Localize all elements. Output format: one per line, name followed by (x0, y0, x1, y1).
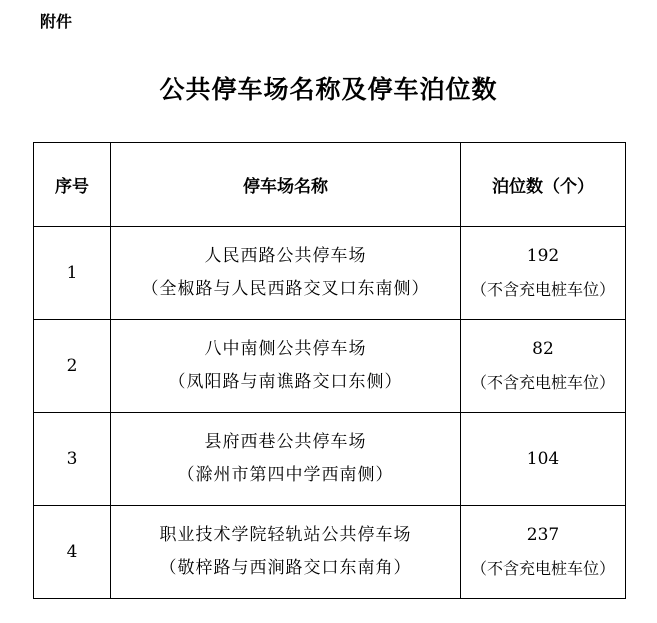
parking-name: 职业技术学院轻轨站公共停车场 (159, 525, 412, 545)
header-parking-name: 停车场名称 (111, 143, 461, 227)
parking-table (33, 142, 626, 599)
space-count: 192 (526, 246, 560, 266)
table-row (34, 320, 626, 413)
parking-location: （敬梓路与西涧路交口东南角） (159, 558, 412, 578)
space-count: 82 (532, 339, 554, 359)
parking-name-cell (111, 506, 461, 599)
space-count-note: （不含充电桩车位） (470, 280, 615, 299)
parking-location: （凤阳路与南谯路交口东侧） (168, 372, 403, 392)
row-number: 3 (34, 413, 111, 506)
parking-name-cell (111, 227, 461, 320)
parking-name-cell (111, 320, 461, 413)
parking-name: 县府西巷公共停车场 (204, 432, 367, 452)
table-row (34, 227, 626, 320)
page-title: 公共停车场名称及停车泊位数 (159, 75, 498, 104)
table-row (34, 413, 626, 506)
space-count-cell (461, 320, 626, 413)
space-count-note: （不含充电桩车位） (470, 373, 615, 392)
space-count-cell (461, 506, 626, 599)
row-number: 4 (34, 506, 111, 599)
attachment-label: 附件 (40, 12, 73, 31)
space-count-note: （不含充电桩车位） (470, 559, 615, 578)
table-header-row (34, 143, 626, 227)
space-count: 237 (526, 525, 560, 545)
parking-location: （全椒路与人民西路交叉口东南侧） (141, 279, 430, 299)
header-space-count: 泊位数（个） (461, 143, 626, 227)
parking-name: 人民西路公共停车场 (204, 246, 367, 266)
table-row (34, 506, 626, 599)
space-count: 104 (526, 448, 560, 469)
parking-name: 八中南侧公共停车场 (204, 339, 367, 359)
header-serial-number: 序号 (34, 143, 111, 227)
row-number: 1 (34, 227, 111, 320)
parking-location: （滁州市第四中学西南侧） (177, 465, 394, 485)
parking-name-cell (111, 413, 461, 506)
row-number: 2 (34, 320, 111, 413)
space-count-cell (461, 413, 626, 506)
space-count-cell (461, 227, 626, 320)
